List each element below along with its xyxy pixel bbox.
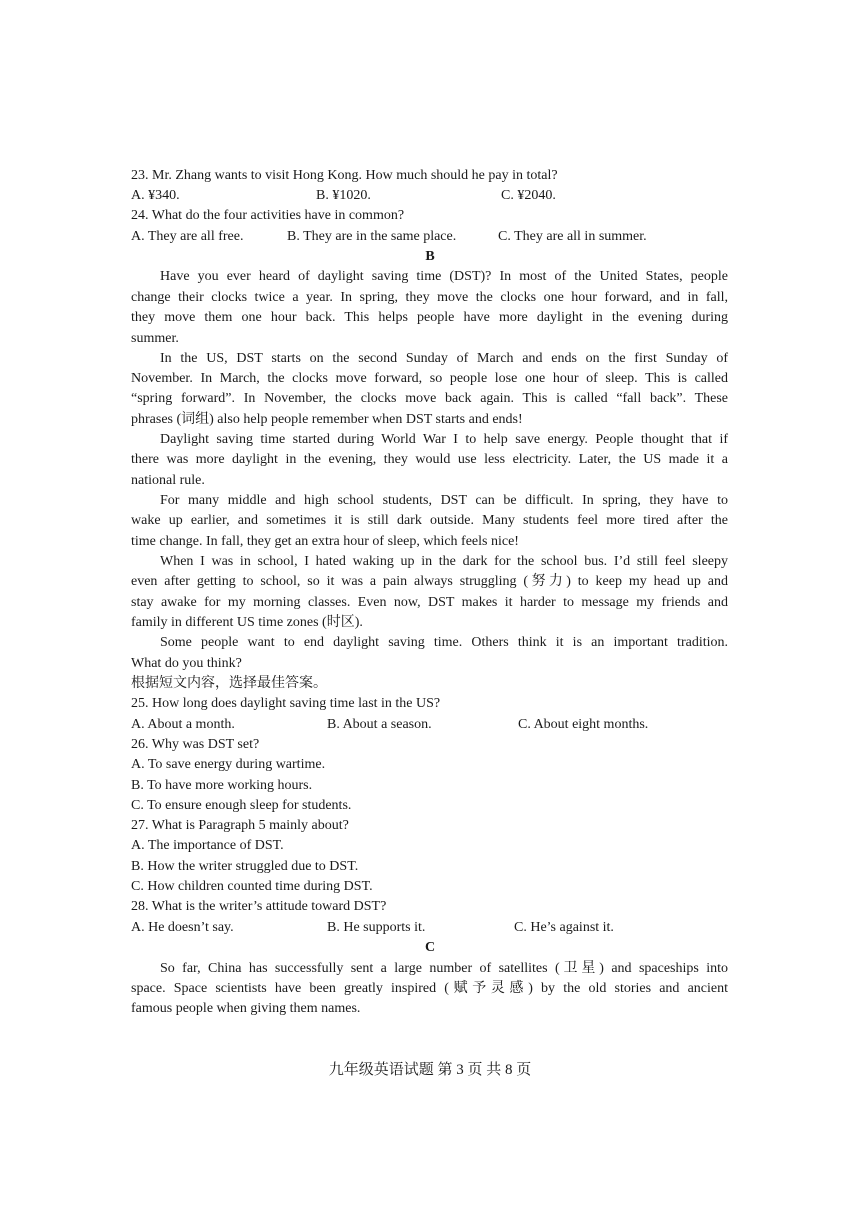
passage-line: there was more daylight in the evening, they would use less electricity. Later, the US made it a — [131, 452, 728, 467]
passage-line: national rule. — [131, 473, 205, 488]
instruction-text: 根据短文内容，选择最佳答案。 — [131, 676, 327, 691]
question-24: 24. What do the four activities have in common? — [131, 208, 405, 223]
passage-line: November. In March, the clocks move forward, so people lose one hour of sleep. This is called — [131, 371, 728, 386]
question-25: 25. How long does daylight saving time last in the US? — [131, 696, 441, 711]
q26-option-c: C. To ensure enough sleep for students. — [131, 798, 352, 813]
passage-line: In the US, DST starts on the second Sunday of March and ends on the first Sunday of — [160, 351, 728, 366]
passage-line: space. Space scientists have been greatly inspired (赋予灵感) by the old stories and ancient — [131, 981, 728, 996]
q28-option-b: B. He supports it. — [327, 920, 426, 935]
q25-option-c: C. About eight months. — [518, 717, 649, 732]
q23-option-b: B. ¥1020. — [316, 188, 371, 203]
q23-option-c: C. ¥2040. — [501, 188, 556, 203]
q24-option-a: A. They are all free. — [131, 229, 244, 244]
passage-line: summer. — [131, 331, 179, 346]
section-b-heading: B — [425, 249, 435, 264]
q25-option-b: B. About a season. — [327, 717, 432, 732]
passage-line: Have you ever heard of daylight saving time (DST)? In most of the United States, people — [160, 269, 728, 284]
passage-line: change their clocks twice a year. In spring, they move the clocks one hour forward, and in fall, — [131, 290, 728, 305]
q28-option-a: A. He doesn’t say. — [131, 920, 234, 935]
q27-option-b: B. How the writer struggled due to DST. — [131, 859, 359, 874]
passage-line: wake up earlier, and sometimes it is still dark outside. Many students feel more tired after the — [131, 513, 728, 528]
section-c-heading: C — [424, 940, 436, 955]
question-26: 26. Why was DST set? — [131, 737, 260, 752]
q24-option-b: B. They are in the same place. — [287, 229, 457, 244]
passage-line: “spring forward”. In November, the clocks move back again. This is called “fall back”. These — [131, 391, 728, 406]
passage-line: phrases (词组) also help people remember when DST starts and ends! — [131, 412, 523, 427]
passage-line: family in different US time zones (时区). — [131, 615, 363, 630]
question-28: 28. What is the writer’s attitude toward DST? — [131, 899, 387, 914]
passage-line: Daylight saving time started during World War I to help save energy. People thought that if — [160, 432, 728, 447]
q23-option-a: A. ¥340. — [131, 188, 180, 203]
passage-line: stay awake for my morning classes. Even now, DST makes it harder to message my friends and — [131, 595, 728, 610]
passage-line: time change. In fall, they get an extra hour of sleep, which feels nice! — [131, 534, 519, 549]
question-27: 27. What is Paragraph 5 mainly about? — [131, 818, 349, 833]
q24-option-c: C. They are all in summer. — [498, 229, 647, 244]
passage-line: even after getting to school, so it was a pain always struggling (努力) to keep my head up and — [131, 574, 728, 589]
q27-option-a: A. The importance of DST. — [131, 838, 284, 853]
passage-line: When I was in school, I hated waking up in the dark for the school bus. I’d still feel sleepy — [160, 554, 728, 569]
q27-option-c: C. How children counted time during DST. — [131, 879, 373, 894]
question-23: 23. Mr. Zhang wants to visit Hong Kong. How much should he pay in total? — [131, 168, 558, 183]
passage-line: So far, China has successfully sent a large number of satellites (卫星) and spaceships into — [160, 961, 728, 976]
q26-option-a: A. To save energy during wartime. — [131, 757, 326, 772]
passage-line: Some people want to end daylight saving time. Others think it is an important tradition. — [160, 635, 728, 650]
q25-option-a: A. About a month. — [131, 717, 235, 732]
passage-line: For many middle and high school students, DST can be difficult. In spring, they have to — [160, 493, 728, 508]
passage-line: famous people when giving them names. — [131, 1001, 361, 1016]
passage-line: What do you think? — [131, 656, 242, 671]
passage-line: they move them one hour back. This helps people have more daylight in the evening during — [131, 310, 728, 325]
page-footer: 九年级英语试题 第 3 页 共 8 页 — [328, 1062, 532, 1078]
q28-option-c: C. He’s against it. — [514, 920, 614, 935]
q26-option-b: B. To have more working hours. — [131, 778, 313, 793]
